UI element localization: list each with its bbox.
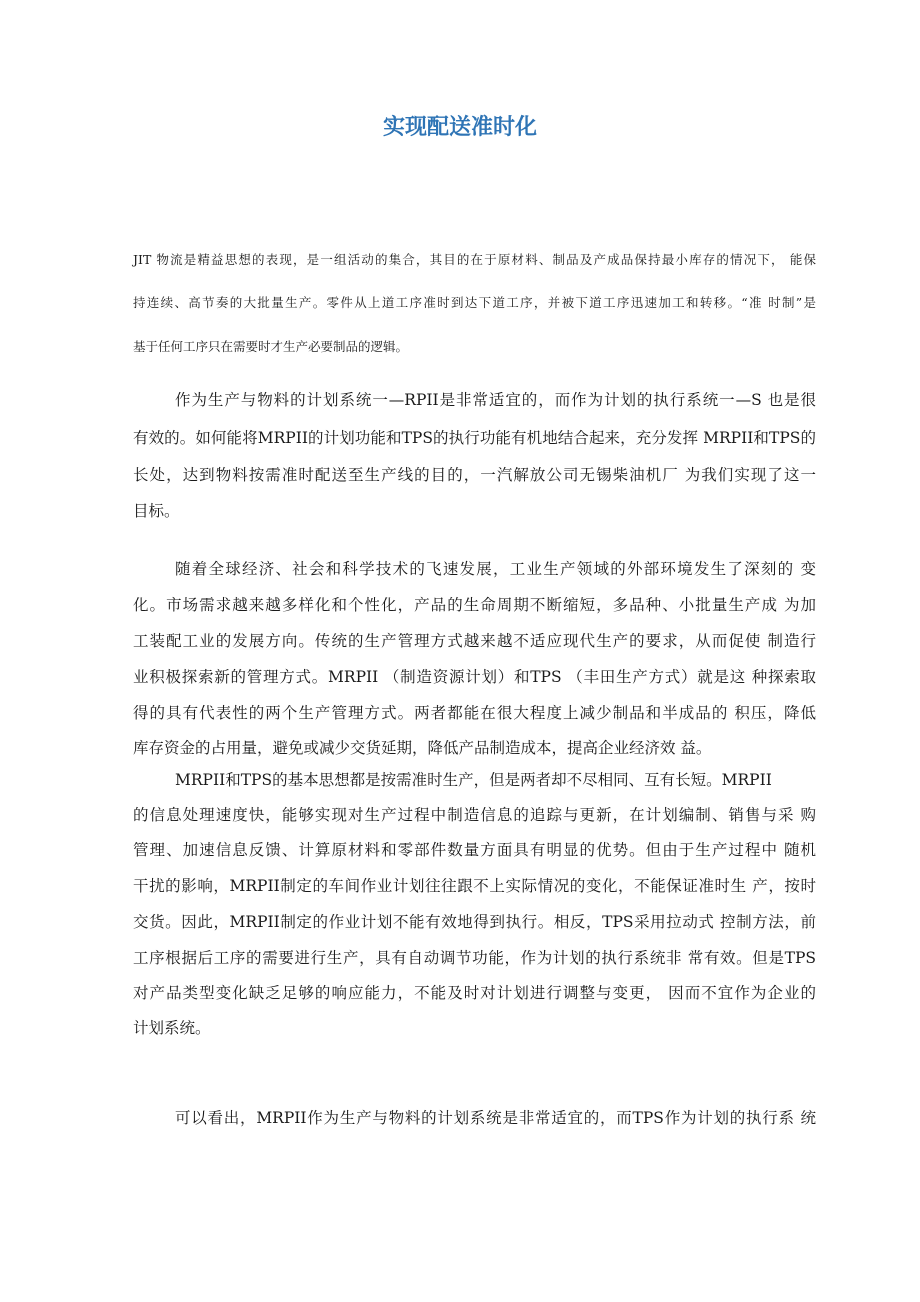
text-line: 工装配工业的发展方向。传统的生产管理方式越来越不适应现代生产的要求，从而促使 制造行 (133, 632, 816, 650)
text-line: 随着全球经济、社会和科学技术的飞速发展，工业生产领域的外部环境发生了深刻的 变 (175, 560, 816, 578)
text-line: 作为生产与物料的计划系统一—RPII是非常适宜的，而作为计划的执行系统一—S 也是很 (175, 391, 816, 409)
text-line: MRPII和TPS的基本思想都是按需准时生产，但是两者却不尽相同、互有长短。MRPII (175, 771, 772, 789)
text-line: 计划系统。 (133, 1019, 211, 1037)
text-line: 基于任何工序只在需要时才生产必要制品的逻辑。 (133, 339, 409, 354)
text-line: JIT 物流是精益思想的表现，是一组活动的集合，其目的在于原材料、制品及产成品保持最小库存的情况下， 能保 (133, 252, 816, 267)
text-line: 有效的。如何能将MRPII的计划功能和TPS的执行功能有机地结合起来，充分发挥 MRPII和TPS的 (133, 429, 816, 447)
text-line: 干扰的影响，MRPII制定的车间作业计划往往跟不上实际情况的变化，不能保证准时生 产，按时 (133, 877, 816, 895)
text-line: 可以看出，MRPII作为生产与物料的计划系统是非常适宜的，而TPS作为计划的执行系 统 (175, 1109, 816, 1127)
text-line: 持连续、高节奏的大批量生产。零件从上道工序准时到达下道工序，并被下道工序迅速加工和转移。“准 时制”是 (133, 295, 816, 310)
text-line: 化。市场需求越来越多样化和个性化，产品的生命周期不断缩短，多品种、小批量生产成 为加 (133, 596, 816, 614)
text-line: 的信息处理速度快，能够实现对生产过程中制造信息的追踪与更新，在计划编制、销售与采 购 (133, 806, 816, 824)
text-line: 长处，达到物料按需准时配送至生产线的目的，一汽解放公司无锡柴油机厂 为我们实现了这一 (133, 466, 816, 484)
text-line: 对产品类型变化缺乏足够的响应能力，不能及时对计划进行调整与变更， 因而不宜作为企业的 (133, 984, 816, 1002)
document-title: 实现配送准时化 (382, 115, 537, 140)
text-line: 得的具有代表性的两个生产管理方式。两者都能在很大程度上减少制品和半成品的 积压，降低 (133, 704, 816, 722)
text-line: 目标。 (133, 502, 180, 520)
text-line: 管理、加速信息反馈、计算原材料和零部件数量方面具有明显的优势。但由于生产过程中 随机 (133, 841, 816, 859)
text-line: 交货。因此，MRPII制定的作业计划不能有效地得到执行。相反，TPS采用拉动式 控制方法，前 (133, 913, 816, 931)
text-line: 业积极探索新的管理方式。MRPII （制造资源计划）和TPS （丰田生产方式）就是这 种探索取 (133, 668, 816, 686)
text-line: 库存资金的占用量，避免或减少交货延期，降低产品制造成本，提高企业经济效 益。 (133, 739, 712, 757)
text-line: 工序根据后工序的需要进行生产，具有自动调节功能，作为计划的执行系统非 常有效。但是TPS (133, 949, 816, 967)
